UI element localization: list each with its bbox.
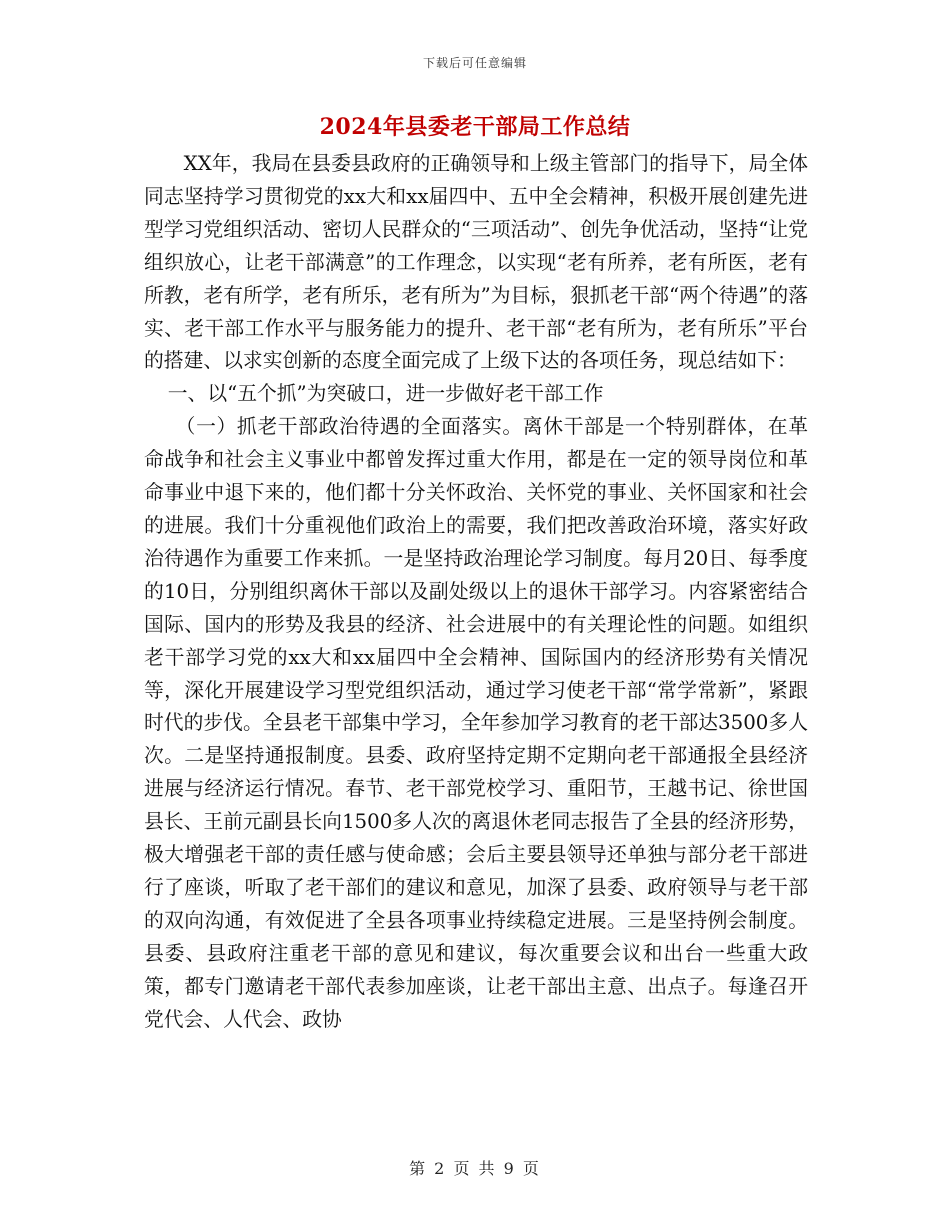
- section-heading: 一、以“五个抓”为突破口，进一步做好老干部工作: [167, 382, 604, 406]
- document-body: [144, 148, 808, 1036]
- intro-paragraph: XX年，我局在县委县政府的正确领导和上级主管部门的指导下，局全体同志坚持学习贯彻党的xx大和xx届四中、五中全会精神，积极开展创建先进型学习党组织活动、密切人民群众的“三项活动”、创先争优活动，坚持“让党组织放心，让老干部满意”的工作理念，以实现“老有所养，老有所医，老有所教，老有所学，老有所乐，老有所为”为目标，狠抓老干部“两个待遇”的落实、老干部工作水平与服务能力的提升、老干部“老有所为，老有所乐”平台的搭建、以求实创新的态度全面完成了上级下达的各项任务，现总结如下：: [144, 152, 808, 373]
- document-title: 2024年县委老干部局工作总结: [319, 114, 631, 140]
- page-number: 第 2 页 共 9 页: [409, 1159, 541, 1178]
- subsection-paragraph: （一）抓老干部政治待遇的全面落实。离休干部是一个特别群体，在革命战争和社会主义事业中都曾发挥过重大作用，都是在一定的领导岗位和革命事业中退下来的，他们都十分关怀政治、关怀党的事业、关怀国家和社会的进展。我们十分重视他们政治上的需要，我们把改善政治环境，落实好政治待遇作为重要工作来抓。一是坚持政治理论学习制度。每月20日、每季度的10日，分别组织离休干部以及副处级以上的退休干部学习。内容紧密结合国际、国内的形势及我县的经济、社会进展中的有关理论性的问题。如组织老干部学习党的xx大和xx届四中全会精神、国际国内的经济形势有关情况等，深化开展建设学习型党组织活动，通过学习使老干部“常学常新”，紧跟时代的步伐。全县老干部集中学习，全年参加学习教育的老干部达3500多人次。二是坚持通报制度。县委、政府坚持定期不定期向老干部通报全县经济进展与经济运行情况。春节、老干部党校学习、重阳节，王越书记、徐世国县长、王前元副县长向1500多人次的离退休老同志报告了全县的经济形势，极大增强老干部的责任感与使命感；会后主要县领导还单独与部分老干部进行了座谈，听取了老干部们的建议和意见，加深了县委、政府领导与老干部的双向沟通，有效促进了全县各项事业持续稳定进展。三是坚持例会制度。县委、县政府注重老干部的意见和建议，每次重要会议和出台一些重大政策，都专门邀请老干部代表参加座谈，让老干部出主意、出点子。每逢召开党代会、人代会、政协: [144, 415, 808, 1031]
- header-note: 下载后可任意编辑: [422, 56, 527, 70]
